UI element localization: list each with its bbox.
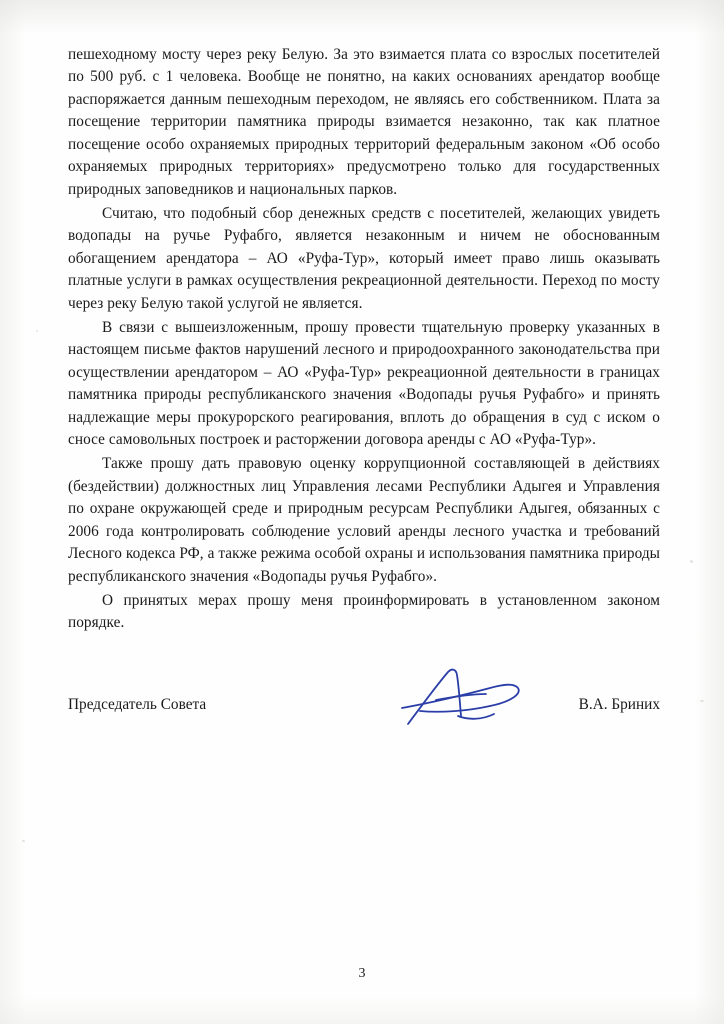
scan-speck bbox=[22, 840, 25, 842]
page-number: 3 bbox=[358, 966, 366, 981]
paragraph: Считаю, что подобный сбор денежных средств с посетителей, желающих увидеть водопады на ручье Руфабго, является незаконным и ничем не обоснованным обогащением арендатора – АО «Руфа-Тур», который имеет право лишь оказывать платные услуги в рамках осуществления рекреационной деятельности. Переход по мосту через реку Белую такой услугой не является. bbox=[68, 204, 660, 312]
paragraph: О принятых мерах прошу меня проинформировать в установленном законом порядке. bbox=[68, 591, 660, 632]
paragraph: пешеходному мосту через реку Белую. За это взимается плата со взрослых посетителей по 500 руб. с 1 человека. Вообще не понятно, на каких основаниях арендатор вообще распоряжается данным пешеходным переходом, не являясь его собственником. Плата за посещение территории памятника природы взимается незаконно, так как платное посещение особо охраняемых природных территорий федеральным законом «Об особо охраняемых природных территориях» предусмотрено только для государственных природных заповедников и национальных парков. bbox=[68, 46, 660, 198]
scan-speck bbox=[36, 330, 38, 332]
signatory-name: В.А. Бриних bbox=[578, 696, 660, 713]
signature-block bbox=[68, 690, 660, 750]
paragraph: Также прошу дать правовую оценку коррупционной составляющей в действиях (бездействии) должностных лиц Управления лесами Республики Адыгея и Управления по охране окружающей среде и природным ресурсам Республики Адыгея, обязанных с 2006 года контролировать соблюдение условий аренды лесного участка и требований Лесного кодекса РФ, а также режима особой охраны и использования памятника природы республиканского значения «Водопады ручья Руфабго». bbox=[68, 455, 660, 585]
scan-speck bbox=[700, 700, 704, 702]
document-text-body bbox=[68, 44, 660, 635]
paragraph: В связи с вышеизложенным, прошу провести тщательную проверку указанных в настоящем письме фактов нарушений лесного и природоохранного законодательства при осуществлении арендатором – АО «Руфа-Тур» рекреационной деятельности в границах памятника природы республиканского значения «Водопады ручья Руфабго» и принять надлежащие меры прокурорского реагирования, вплоть до обращения в суд с иском о сносе самовольных построек и расторжении договора аренды с АО «Руфа-Тур». bbox=[68, 318, 660, 449]
scan-speck bbox=[690, 560, 693, 563]
handwritten-signature-icon bbox=[398, 664, 538, 734]
signatory-role: Председатель Совета bbox=[68, 696, 207, 713]
